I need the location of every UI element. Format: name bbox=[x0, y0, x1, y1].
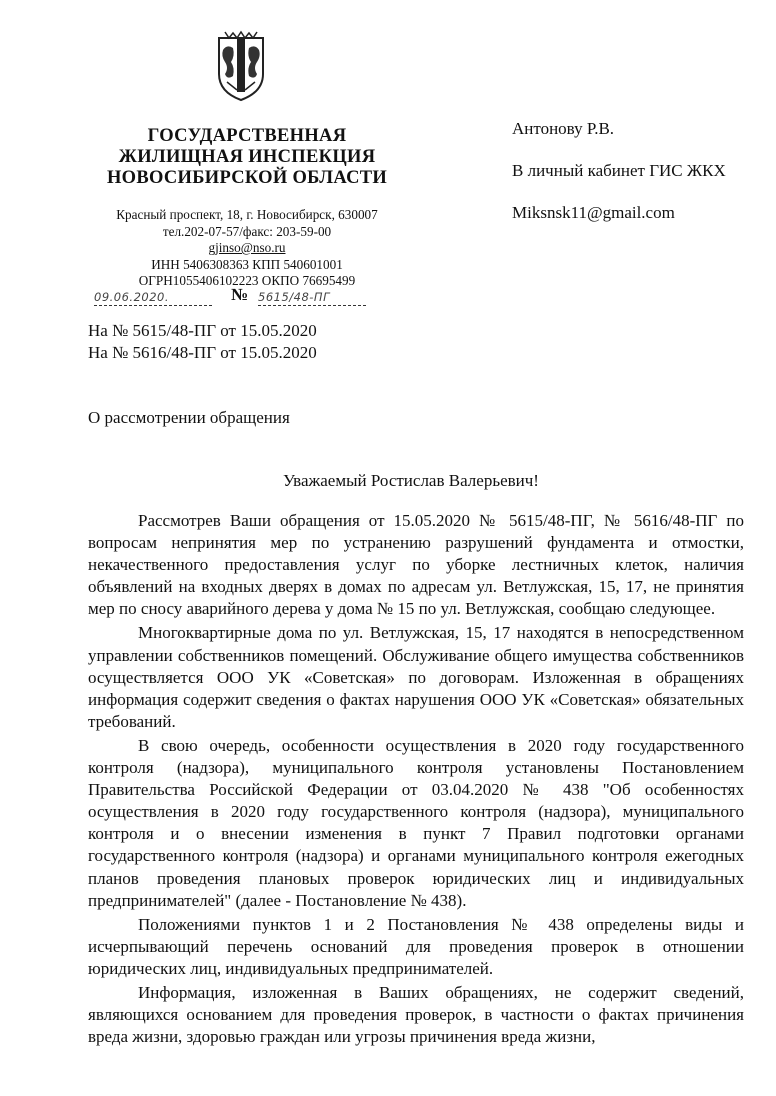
body-paragraph: Информация, изложенная в Ваших обращениях, не содержит сведений, являющихся основанием для проведения проверок, в частности о фактах причинения вреда жизни, здоровью граждан или угрозы причинения вреда жизни, bbox=[88, 982, 744, 1047]
organization-contacts bbox=[62, 207, 432, 290]
recipient-name: Антонову Р.В. bbox=[512, 119, 615, 138]
number-sign: № bbox=[231, 285, 249, 304]
recipient-channel: В личный кабинет ГИС ЖКХ bbox=[512, 161, 726, 180]
organization-name-line1: ГОСУДАРСТВЕННАЯ bbox=[147, 126, 347, 146]
in-reply-to bbox=[88, 320, 317, 364]
outgoing-number: 5615/48-ПГ bbox=[258, 289, 366, 306]
body-paragraph: Многоквартирные дома по ул. Ветлужская, 15, 17 находятся в непосредственном управлении собственников помещений. Обслуживание общего имущества собственников осуществляется ООО УК «Советская» по договорам. Изложенная в обращениях информация содержит сведения о фактах нарушения ООО УК «Советская» обязательных требований. bbox=[88, 623, 744, 731]
organization-phone: тел.202-07-57/факс: 203-59-00 bbox=[162, 223, 332, 239]
body-paragraph: В свою очередь, особенности осуществления в 2020 году государственного контроля (надзора), муниципального контроля установлены Постановлением Правительства Российской Федерации от 03.04.2020 № 438 "Об особенностях осуществления в 2020 году государственного контроля (надзора), муниципального контроля и о внесении изменения в пункт 7 Правил подготовки органами государственного контроля (надзора) и органами муниципального контроля ежегодных планов проведения плановых проверок юридических лиц и индивидуальных предпринимателей" (далее - Постановление № 438). bbox=[88, 735, 744, 910]
organization-address: Красный проспект, 18, г. Новосибирск, 630007 bbox=[116, 207, 378, 222]
outgoing-reference bbox=[88, 285, 378, 309]
organization-name-line3: НОВОСИБИРСКОЙ ОБЛАСТИ bbox=[106, 168, 388, 188]
in-reply-line-1: На № 5615/48-ПГ от 15.05.2020 bbox=[88, 321, 317, 340]
letter-body bbox=[88, 510, 744, 1050]
organization-name bbox=[62, 126, 432, 189]
body-paragraph: Положениями пунктов 1 и 2 Постановления № 438 определены виды и исчерпывающий перечень оснований для проведения проверок в отношении юридических лиц, индивидуальных предпринимателей. bbox=[88, 914, 744, 978]
organization-ogrn: ОГРН1055406102223 ОКПО 76695499 bbox=[138, 273, 356, 288]
recipient-email: Miksnsk11@gmail.com bbox=[512, 203, 675, 222]
letter-subject: О рассмотрении обращения bbox=[88, 408, 290, 427]
organization-email-link[interactable]: gjinso@nso.ru bbox=[208, 240, 286, 255]
coat-of-arms-icon bbox=[213, 30, 269, 104]
in-reply-line-2: На № 5616/48-ПГ от 15.05.2020 bbox=[88, 343, 317, 362]
body-paragraph: Рассмотрев Ваши обращения от 15.05.2020 № 5615/48-ПГ, № 5616/48-ПГ по вопросам непринятия мер по устранению разрушений фундамента и отмостки, некачественного предоставления услуг по уборке лестничных клеток, наличия объявлений на входных дверях в домах по адресам ул. Ветлужская, 15, 17, не принятия мер по сносу аварийного дерева у дома № 15 по ул. Ветлужская, сообщаю следующее. bbox=[88, 511, 744, 619]
salutation: Уважаемый Ростислав Валерьевич! bbox=[283, 471, 539, 490]
outgoing-date: 09.06.2020. bbox=[94, 289, 212, 306]
organization-name-line2: ЖИЛИЩНАЯ ИНСПЕКЦИЯ bbox=[118, 147, 376, 167]
organization-inn: ИНН 5406308363 КПП 540601001 bbox=[151, 256, 343, 272]
